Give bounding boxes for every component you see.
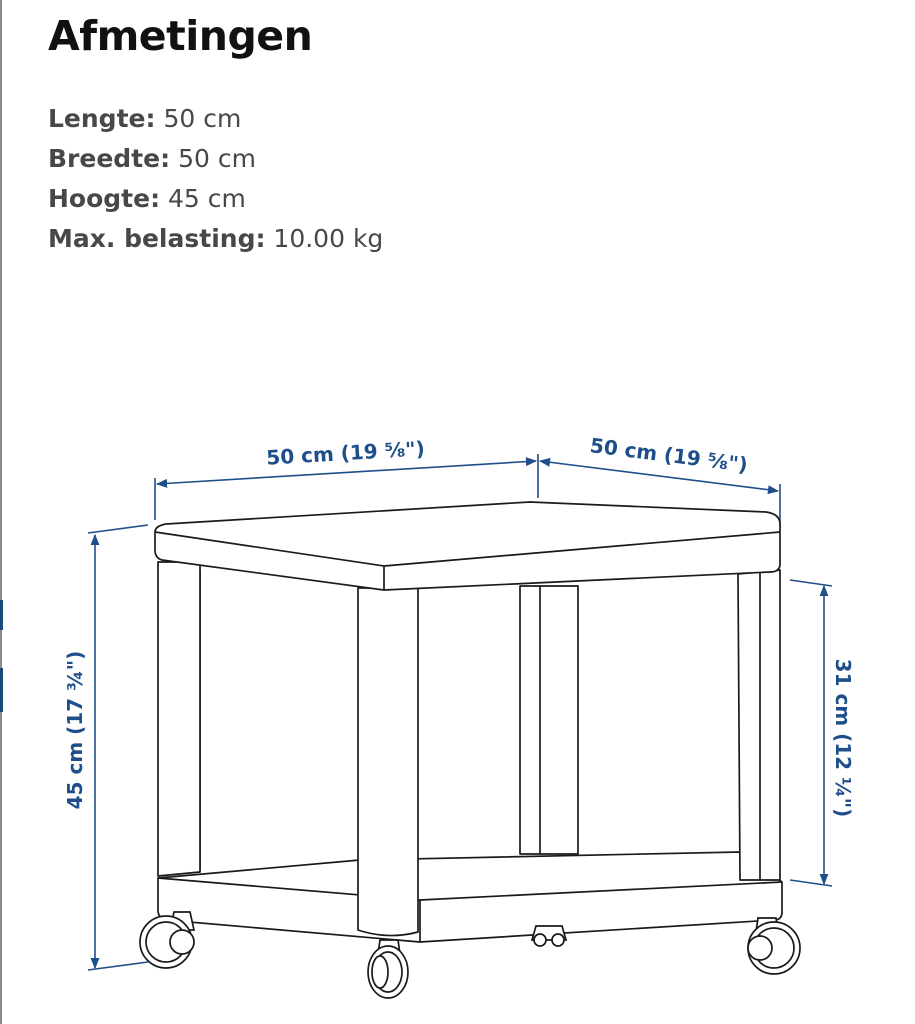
spec-value: 45 cm — [168, 184, 246, 213]
front-leg-right — [738, 570, 780, 880]
spec-value: 50 cm — [163, 104, 242, 133]
width-dimension-label: 50 cm (19 ⅝") — [588, 433, 750, 477]
extension-line — [790, 880, 832, 886]
extension-line — [790, 580, 832, 586]
front-leg-left — [158, 562, 200, 876]
spec-label: Breedte: — [48, 144, 171, 173]
extension-line — [88, 962, 148, 970]
side-table-drawing — [155, 502, 782, 942]
spec-label: Hoogte: — [48, 184, 161, 213]
spec-label: Max. belasting: — [48, 224, 266, 253]
caster-front-left — [140, 912, 194, 968]
caster-back-center — [532, 926, 566, 946]
back-leg-right — [520, 586, 578, 854]
height-dimension-label: 45 cm (17 ¾") — [63, 650, 87, 810]
extension-line — [88, 525, 148, 533]
inner-height-dimension-label: 31 cm (12 ¼") — [831, 658, 855, 818]
spec-label: Lengte: — [48, 104, 156, 133]
caster-front-center — [368, 940, 408, 998]
page-title: Afmetingen — [48, 12, 313, 60]
front-leg-center — [358, 588, 418, 936]
spec-value: 10.00 kg — [273, 224, 384, 253]
length-dimension-label: 50 cm (19 ⅝") — [265, 436, 426, 470]
caster-front-right — [748, 918, 800, 974]
spec-value: 50 cm — [178, 144, 256, 173]
